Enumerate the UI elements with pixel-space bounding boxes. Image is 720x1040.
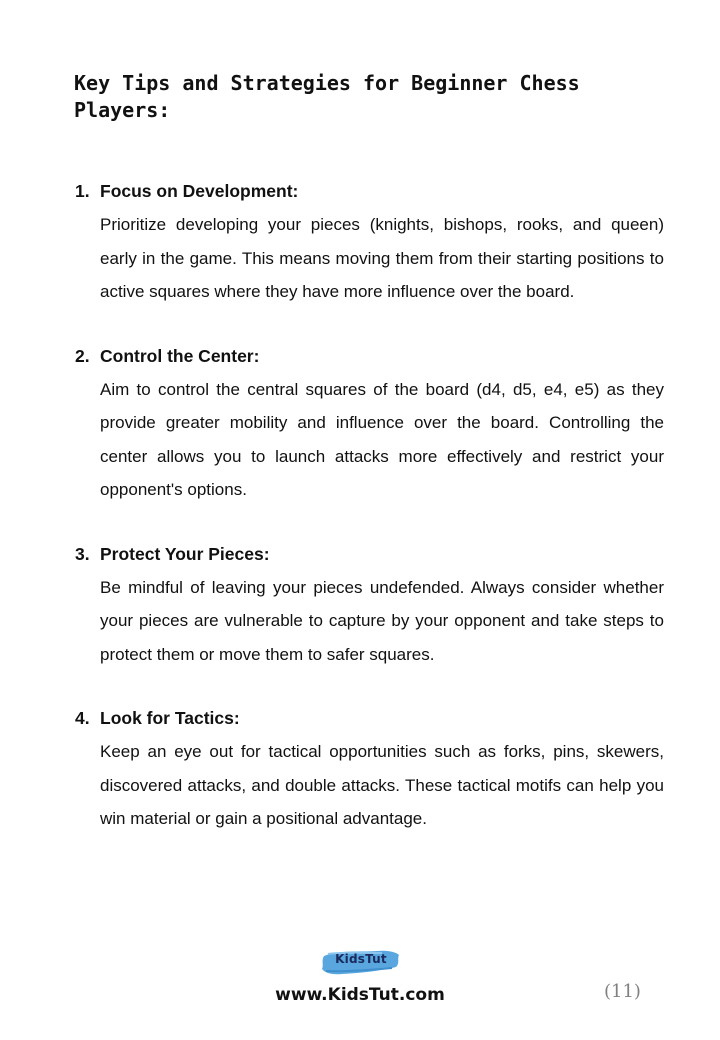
- tip-body: Aim to control the central squares of the board (d4, d5, e4, e5) as they provide greater mobility and influence over the board. Controlling the center allows you to launch attacks more effectively and restrict your opponent's options.: [100, 379, 664, 499]
- tip-heading: [75, 175, 664, 208]
- tips-list: [75, 175, 664, 867]
- page-number: (11): [604, 981, 641, 1002]
- tip-number: 4.: [75, 708, 90, 728]
- tip-item: [75, 175, 664, 309]
- tip-body: Be mindful of leaving your pieces undefended. Always consider whether your pieces are vulnerable to capture by your opponent and take steps to protect them or move them to safer squares.: [100, 577, 664, 664]
- tip-body: Keep an eye out for tactical opportunities such as forks, pins, skewers, discovered attacks, and double attacks. These tactical motifs can help you win material or gain a positional advantage.: [100, 742, 664, 828]
- tip-body: Prioritize developing your pieces (knights, bishops, rooks, and queen) early in the game. This means moving them from their starting positions to active squares where they have more influence over the board.: [100, 215, 664, 301]
- logo-text: KidsTut: [335, 952, 387, 966]
- page-title: Key Tips and Strategies for Beginner Chess Players:: [74, 71, 580, 122]
- tip-number: 3.: [75, 543, 90, 564]
- tip-item: [75, 702, 664, 836]
- site-url[interactable]: www.KidsTut.com: [275, 985, 445, 1005]
- tip-heading: [75, 702, 664, 735]
- tip-item: [75, 538, 664, 672]
- tip-number: 1.: [75, 181, 90, 201]
- tip-heading: [75, 340, 664, 373]
- tip-number: 2.: [75, 345, 90, 366]
- kidstut-logo: [320, 947, 402, 977]
- tip-heading-text: Look for Tactics:: [100, 708, 240, 728]
- tip-item: [75, 340, 664, 507]
- tip-heading-text: Control the Center:: [100, 345, 260, 366]
- tip-heading: [75, 538, 664, 571]
- tip-heading-text: Protect Your Pieces:: [100, 543, 270, 564]
- tip-heading-text: Focus on Development:: [100, 181, 299, 201]
